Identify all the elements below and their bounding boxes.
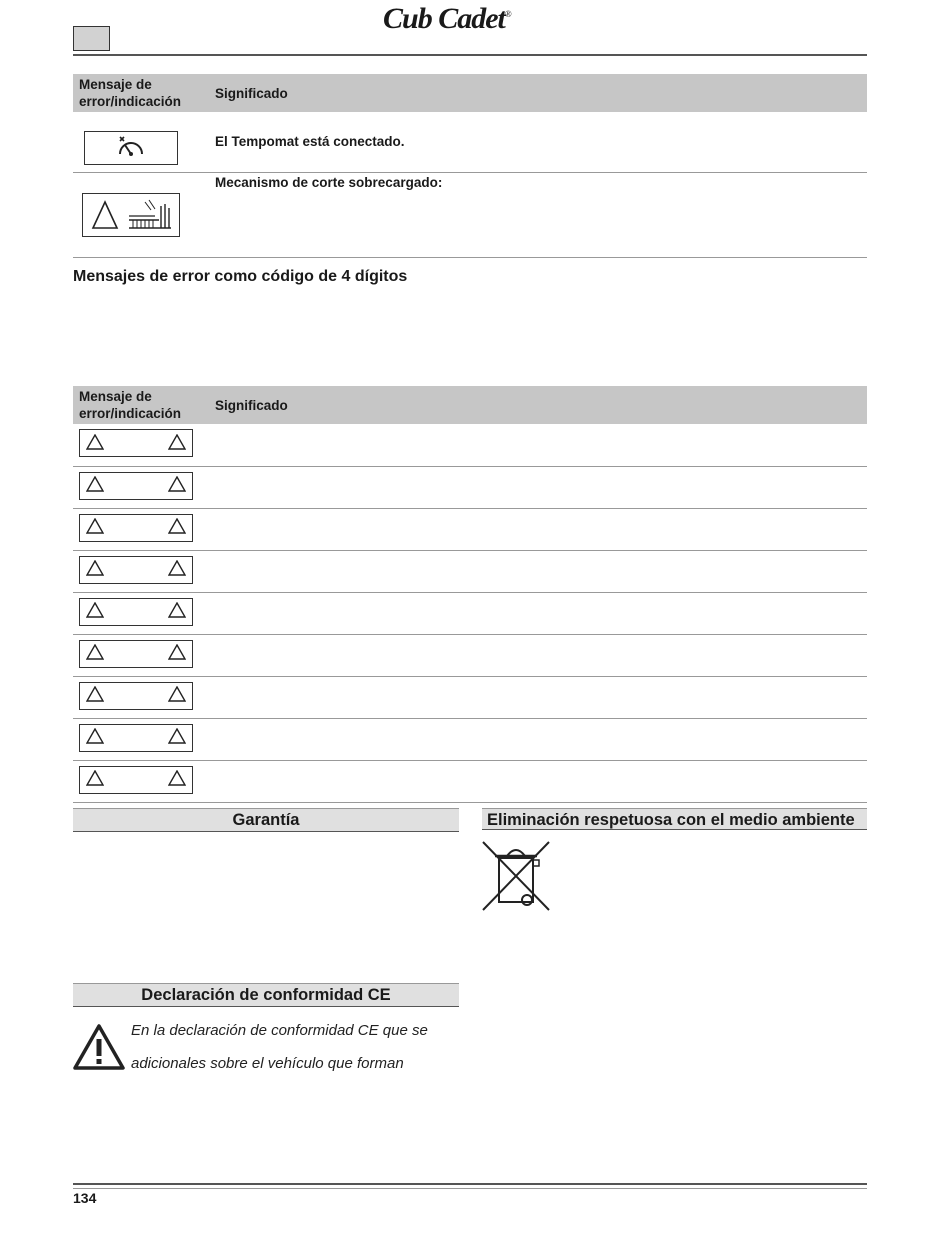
warning-code-icon <box>79 682 193 710</box>
meaning-cell: El Tempomat está conectado. <box>209 112 867 172</box>
declaracion-text-line2: adicionales sobre el vehículo que forman <box>131 1055 404 1072</box>
table-row <box>73 760 867 802</box>
column-header-message: Mensaje de error/indicación <box>73 74 209 112</box>
warning-triangle-icon <box>168 560 186 579</box>
brand-logo: Cub Cadet® <box>383 2 511 35</box>
warning-code-icon <box>79 640 193 668</box>
table-row <box>73 634 867 676</box>
warning-triangle-icon <box>168 644 186 663</box>
warning-code-icon <box>79 472 193 500</box>
language-tab <box>73 26 110 51</box>
warning-triangle-icon <box>168 728 186 747</box>
table-row <box>73 550 867 592</box>
warning-triangle-icon <box>168 686 186 705</box>
table-row <box>73 508 867 550</box>
warning-triangle-icon <box>168 602 186 621</box>
table-header-row <box>73 386 867 424</box>
warning-code-icon <box>79 598 193 626</box>
meaning-cell <box>209 718 867 760</box>
footer-rule <box>73 1183 867 1189</box>
warning-code-icon <box>79 514 193 542</box>
section-heading: Mensajes de error como código de 4 dígitos <box>73 268 408 285</box>
warning-mower-blades-icon <box>82 193 180 237</box>
crossed-out-bin-icon <box>481 840 551 917</box>
meaning-cell <box>209 550 867 592</box>
warning-exclamation-icon <box>73 1023 125 1076</box>
warning-triangle-icon <box>86 602 104 621</box>
warning-code-icon <box>79 766 193 794</box>
warning-triangle-icon <box>168 476 186 495</box>
warning-code-icon <box>79 429 193 457</box>
meaning-cell <box>209 466 867 508</box>
meaning-cell <box>209 424 867 466</box>
column-header-message: Mensaje de error/indicación <box>73 386 209 424</box>
meaning-cell <box>209 634 867 676</box>
meaning-cell <box>209 676 867 718</box>
table-row <box>73 112 867 172</box>
table-row <box>73 466 867 508</box>
meaning-cell <box>209 760 867 802</box>
warning-triangle-icon <box>86 518 104 537</box>
warning-code-icon <box>79 556 193 584</box>
warning-triangle-icon <box>86 728 104 747</box>
error-code-table <box>73 386 867 803</box>
tempomat-speedometer-icon <box>84 131 178 165</box>
meaning-cell <box>209 508 867 550</box>
warning-triangle-icon <box>168 434 186 453</box>
table-row <box>73 172 867 257</box>
warning-triangle-icon <box>168 518 186 537</box>
garantia-heading: Garantía <box>73 808 459 832</box>
table-row <box>73 676 867 718</box>
warning-triangle-icon <box>86 770 104 789</box>
meaning-cell <box>209 592 867 634</box>
declaracion-text-line1: En la declaración de conformidad CE que se <box>131 1022 428 1039</box>
meaning-cell: Mecanismo de corte sobrecargado: <box>209 172 867 257</box>
warning-code-icon <box>79 724 193 752</box>
table-row <box>73 592 867 634</box>
declaracion-heading: Declaración de conformidad CE <box>73 983 459 1007</box>
table-row <box>73 718 867 760</box>
table-row <box>73 424 867 466</box>
warning-triangle-icon <box>86 560 104 579</box>
table-header-row <box>73 74 867 112</box>
warning-triangle-icon <box>86 644 104 663</box>
header-rule <box>73 54 867 56</box>
column-header-meaning: Significado <box>209 386 867 424</box>
indicator-table <box>73 74 867 258</box>
warning-triangle-icon <box>86 476 104 495</box>
eliminacion-heading: Eliminación respetuosa con el medio ambiente <box>482 808 867 830</box>
warning-triangle-icon <box>168 770 186 789</box>
page-number: 134 <box>73 1190 97 1206</box>
warning-triangle-icon <box>86 434 104 453</box>
warning-triangle-icon <box>86 686 104 705</box>
column-header-meaning: Significado <box>209 74 867 112</box>
